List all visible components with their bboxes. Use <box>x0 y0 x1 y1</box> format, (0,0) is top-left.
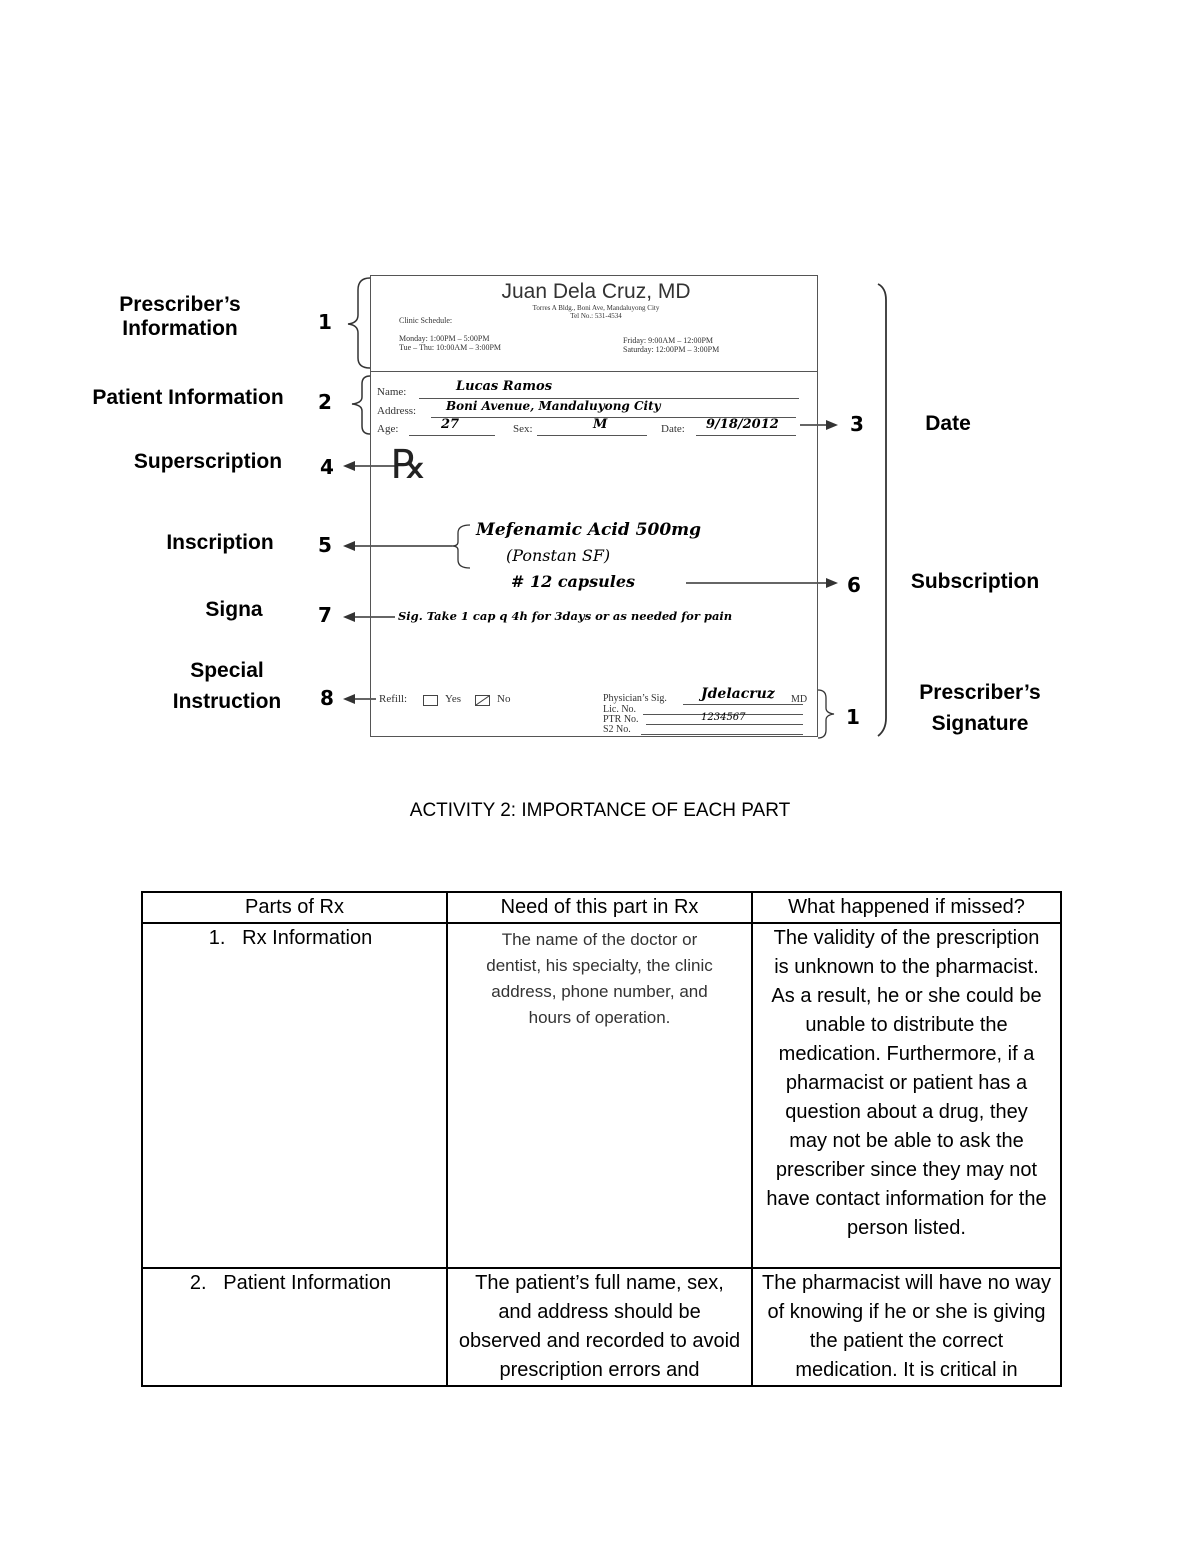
s2-line <box>641 734 803 735</box>
age-value: 27 <box>441 417 460 432</box>
ptr-value: 1234567 <box>701 712 746 723</box>
header-missed: What happened if missed? <box>752 892 1061 923</box>
address-label: Address: <box>377 405 417 417</box>
sex-line <box>537 435 647 436</box>
refill-no-label: No <box>497 693 511 705</box>
sex-label: Sex: <box>513 423 533 435</box>
row-need: The patient’s full name, sex, and address should be observed and recorded to avoid prescription errors and <box>447 1268 752 1386</box>
physician-signature: Jdelacruz <box>701 686 775 702</box>
sig-instruction: Sig. Take 1 cap q 4h for 3days or as needed for pain <box>398 609 733 623</box>
row-part: 1. Rx Information <box>142 923 447 1268</box>
parts-table <box>141 891 1062 1387</box>
label-superscription: Superscription <box>133 450 283 473</box>
physician-sig-label: Physician’s Sig. <box>603 693 667 704</box>
label-special-line-1: Special <box>190 659 264 682</box>
date-value: 9/18/2012 <box>706 417 779 432</box>
schedule-4: Saturday: 12:00PM – 3:00PM <box>623 345 720 354</box>
table-row <box>142 1268 1061 1386</box>
table-header-row <box>142 892 1061 923</box>
name-label: Name: <box>377 386 407 398</box>
row-part: 2. Patient Information <box>142 1268 447 1386</box>
address-value: Boni Avenue, Mandaluyong City <box>446 399 661 413</box>
ptr-label: PTR No. <box>603 714 639 725</box>
number-1: 1 <box>318 310 332 334</box>
age-label: Age: <box>377 423 399 435</box>
header-need: Need of this part in Rx <box>447 892 752 923</box>
schedule-3: Friday: 9:00AM – 12:00PM <box>623 336 714 345</box>
refill-yes-checkbox <box>423 695 438 706</box>
header-divider <box>371 371 817 372</box>
doctor-address: Torres A Bldg., Boni Ave, Mandaluyong City <box>532 304 660 312</box>
ptr-line <box>646 724 803 725</box>
label-date: Date <box>925 412 971 435</box>
number-5: 5 <box>318 533 332 557</box>
row-missed: The validity of the prescription is unknown to the pharmacist. As a result, he or she could be unable to distribute the medication. Furthermore, if a pharmacist or patient has a question about a drug, they may not be able to ask the prescriber since they may not have contact information for the person listed. <box>752 923 1061 1268</box>
prescription-form <box>370 275 818 737</box>
label-prescriber-signature-line-1: Prescriber’s <box>919 681 1041 704</box>
date-line <box>696 435 796 436</box>
label-inscription: Inscription <box>166 531 274 554</box>
number-8: 8 <box>320 686 334 710</box>
label-subscription: Subscription <box>910 570 1040 593</box>
header-parts: Parts of Rx <box>142 892 447 923</box>
doctor-name: Juan Dela Cruz, MD <box>501 280 691 303</box>
table-row <box>142 923 1061 1268</box>
drug-quantity: # 12 capsules <box>511 572 636 591</box>
s2-label: S2 No. <box>603 724 631 735</box>
sex-value: M <box>593 417 608 432</box>
number-7: 7 <box>318 603 332 627</box>
physician-md: MD <box>791 694 808 705</box>
number-3: 3 <box>850 412 864 436</box>
name-value: Lucas Ramos <box>456 379 553 394</box>
row-need: The name of the doctor or dentist, his specialty, the clinic address, phone number, and hours of operation. <box>447 923 752 1268</box>
rx-symbol: ℞ <box>391 442 427 488</box>
number-6: 6 <box>847 573 861 597</box>
schedule-1: Monday: 1:00PM – 5:00PM <box>399 334 490 343</box>
refill-label: Refill: <box>379 693 408 705</box>
label-signa: Signa <box>205 598 263 621</box>
physician-sig-line <box>683 704 803 705</box>
label-special-line-2: Instruction <box>172 690 282 713</box>
label-prescriber-information: Prescriber’s Information <box>119 293 241 340</box>
schedule-2: Tue – Thu: 10:00AM – 3:00PM <box>399 343 502 352</box>
row-missed: The pharmacist will have no way of knowing if he or she is giving the patient the correct medication. It is critical in <box>752 1268 1061 1386</box>
age-line <box>409 435 495 436</box>
number-4: 4 <box>320 455 334 479</box>
drug-brand: (Ponstan SF) <box>506 546 611 565</box>
date-label: Date: <box>661 423 685 435</box>
label-patient-information: Patient Information <box>92 386 284 409</box>
label-prescriber-signature-line-2: Signature <box>931 712 1029 735</box>
refill-yes-label: Yes <box>445 693 462 705</box>
drug-name: Mefenamic Acid 500mg <box>476 520 702 540</box>
refill-no-checkbox <box>475 695 490 706</box>
clinic-schedule-label: Clinic Schedule: <box>399 316 453 325</box>
doctor-tel: Tel No.: 531-4534 <box>570 312 622 320</box>
number-1-signature: 1 <box>846 705 860 729</box>
number-2: 2 <box>318 390 332 414</box>
activity-title: ACTIVITY 2: IMPORTANCE OF EACH PART <box>409 800 791 821</box>
lic-label: Lic. No. <box>603 704 637 715</box>
